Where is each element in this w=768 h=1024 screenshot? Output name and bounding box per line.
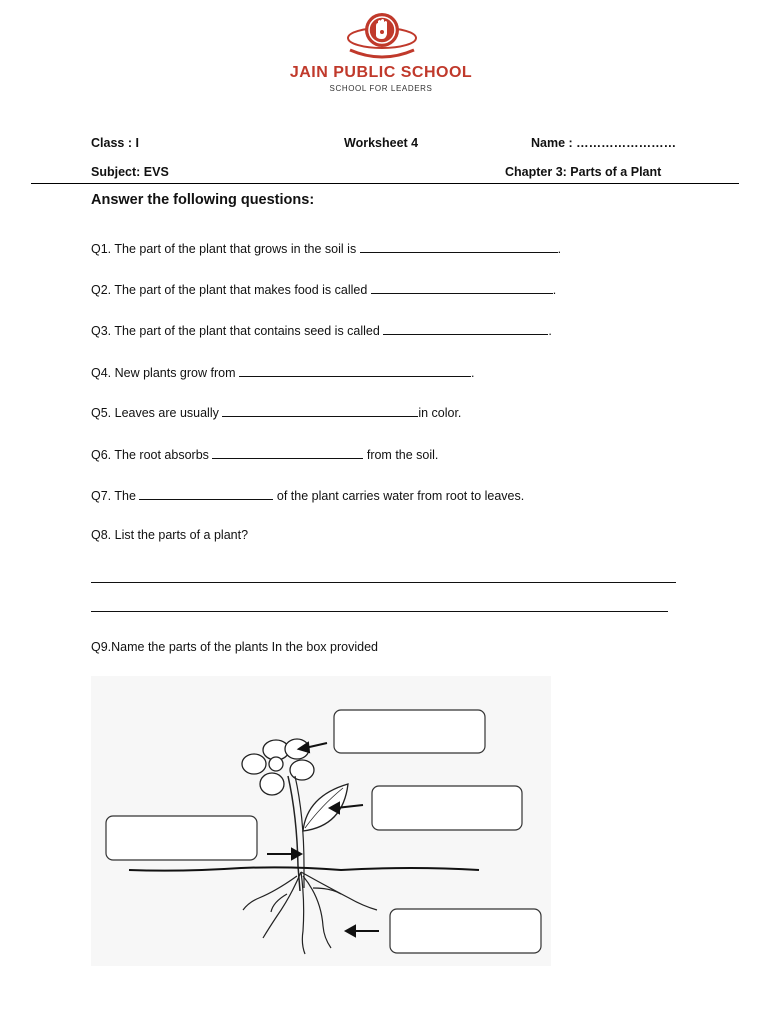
question-6 — [91, 446, 438, 462]
answer-blank-2[interactable] — [371, 281, 553, 294]
instructions-heading: Answer the following questions: — [91, 192, 315, 208]
question-6-text: Q6. The root absorbs — [91, 448, 213, 462]
answer-line-2[interactable] — [91, 611, 668, 612]
school-logo — [340, 10, 424, 64]
answer-line-1[interactable] — [91, 582, 676, 583]
label-box-flower[interactable] — [334, 710, 485, 753]
worksheet-label: Worksheet 4 — [344, 136, 419, 150]
answer-blank-7[interactable] — [139, 487, 273, 500]
question-5 — [91, 404, 461, 420]
question-4 — [91, 364, 474, 380]
question-2 — [91, 281, 556, 297]
class-label: Class : I — [91, 136, 139, 150]
question-4-text: Q4. New plants grow from — [91, 366, 239, 380]
answer-blank-4[interactable] — [239, 364, 471, 377]
question-7-suffix: of the plant carries water from root to leaves. — [273, 489, 525, 503]
answer-blank-3[interactable] — [383, 322, 548, 335]
question-9: Q9.Name the parts of the plants In the box provided — [91, 640, 378, 654]
label-box-stem[interactable] — [106, 816, 257, 860]
question-4-suffix: . — [470, 366, 475, 380]
question-5-suffix: in color. — [418, 406, 462, 420]
question-7 — [91, 487, 524, 503]
question-3-text: Q3. The part of the plant that contains seed is called — [91, 324, 384, 338]
label-box-root[interactable] — [390, 909, 541, 953]
answer-blank-5[interactable] — [222, 404, 418, 417]
question-5-text: Q5. Leaves are usually — [91, 406, 223, 420]
subject-label: Subject: EVS — [91, 165, 169, 179]
question-7-text: Q7. The — [91, 489, 140, 503]
school-tagline: SCHOOL FOR LEADERS — [329, 84, 433, 93]
name-field: Name : …………………… — [531, 136, 677, 150]
school-name: JAIN PUBLIC SCHOOL — [289, 64, 473, 81]
question-1-suffix: . — [557, 242, 562, 256]
question-8: Q8. List the parts of a plant? — [91, 528, 249, 542]
question-3-suffix: . — [548, 324, 552, 338]
answer-blank-1[interactable] — [360, 240, 558, 253]
question-1 — [91, 240, 561, 256]
plant-diagram — [91, 676, 551, 966]
answer-blank-6[interactable] — [212, 446, 363, 459]
label-box-leaf[interactable] — [372, 786, 522, 830]
question-6-suffix: from the soil. — [363, 448, 439, 462]
header-divider — [31, 183, 739, 184]
chapter-label: Chapter 3: Parts of a Plant — [505, 165, 662, 179]
question-1-text: Q1. The part of the plant that grows in the soil is — [91, 242, 360, 256]
question-2-text: Q2. The part of the plant that makes food is called — [91, 283, 371, 297]
question-2-suffix: . — [552, 283, 557, 297]
question-3 — [91, 322, 552, 338]
